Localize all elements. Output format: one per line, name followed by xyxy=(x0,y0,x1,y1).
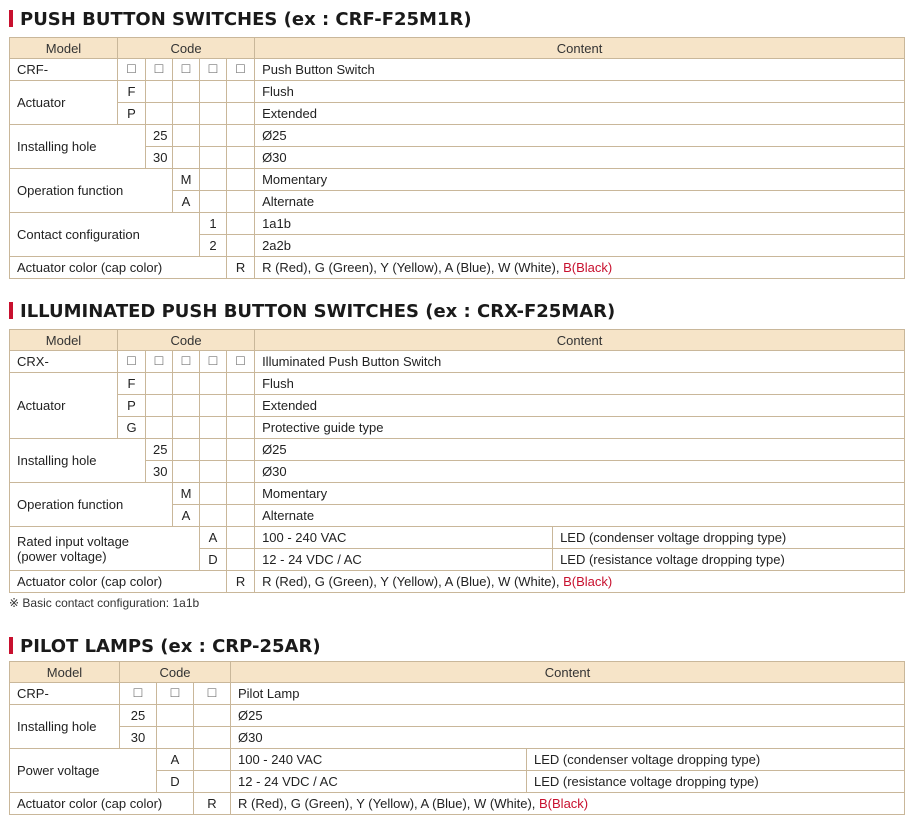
table-header-row xyxy=(10,38,905,59)
operation-function-content: Alternate xyxy=(255,505,905,527)
installing-hole-label: Installing hole xyxy=(10,705,120,749)
actuator-color-black-option: B(Black) xyxy=(539,796,589,811)
header-model: Model xyxy=(10,38,118,59)
illuminated-push-button-code-table xyxy=(9,329,905,593)
contact-configuration-code: 2 xyxy=(200,235,227,257)
table-row xyxy=(10,571,905,593)
section-title-push-button xyxy=(9,9,472,31)
code-placeholder-box: ☐ xyxy=(146,351,173,373)
rated-input-voltage-code: D xyxy=(200,549,227,571)
table-row xyxy=(10,749,905,771)
table-row xyxy=(10,169,905,191)
power-voltage-content: 100 - 240 VAC xyxy=(231,749,527,771)
table-row xyxy=(10,103,905,125)
table-row xyxy=(10,727,905,749)
header-code: Code xyxy=(118,330,255,351)
actuator-content: Extended xyxy=(255,395,905,417)
installing-hole-code: 30 xyxy=(146,147,173,169)
actuator-content: Protective guide type xyxy=(255,417,905,439)
table-row xyxy=(10,351,905,373)
table-row xyxy=(10,527,905,549)
section-title-illuminated xyxy=(9,301,615,323)
code-placeholder-box: ☐ xyxy=(146,59,173,81)
actuator-label: Actuator xyxy=(10,81,118,125)
actuator-color-options: R (Red), G (Green), Y (Yellow), A (Blue), W (White), xyxy=(238,796,540,811)
table-header-row xyxy=(10,330,905,351)
actuator-color-code: R xyxy=(227,257,255,279)
header-code: Code xyxy=(120,662,231,683)
actuator-code: F xyxy=(118,81,146,103)
code-placeholder-box: ☐ xyxy=(173,59,200,81)
installing-hole-code: 30 xyxy=(120,727,157,749)
code-placeholder-box: ☐ xyxy=(118,351,146,373)
header-content: Content xyxy=(231,662,905,683)
basic-contact-footnote: ※ Basic contact configuration: 1a1b xyxy=(9,596,200,610)
actuator-color-label: Actuator color (cap color) xyxy=(10,571,227,593)
installing-hole-code: 25 xyxy=(146,439,173,461)
actuator-code: P xyxy=(118,395,146,417)
actuator-color-code: R xyxy=(194,793,231,815)
actuator-content: Flush xyxy=(255,81,905,103)
contact-configuration-code: 1 xyxy=(200,213,227,235)
table-row xyxy=(10,705,905,727)
header-model: Model xyxy=(10,662,120,683)
operation-function-label: Operation function xyxy=(10,483,173,527)
code-placeholder-box: ☐ xyxy=(173,351,200,373)
header-model: Model xyxy=(10,330,118,351)
section-marker xyxy=(9,10,13,27)
operation-function-label: Operation function xyxy=(10,169,173,213)
table-row xyxy=(10,417,905,439)
power-voltage-label: Power voltage xyxy=(10,749,157,793)
contact-configuration-content: 1a1b xyxy=(255,213,905,235)
table-row xyxy=(10,373,905,395)
code-placeholder-box: ☐ xyxy=(227,59,255,81)
series-content: Push Button Switch xyxy=(255,59,905,81)
table-row xyxy=(10,125,905,147)
rated-input-voltage-content: 100 - 240 VAC xyxy=(255,527,553,549)
operation-function-code: M xyxy=(173,169,200,191)
series-content: Pilot Lamp xyxy=(231,683,905,705)
series-model: CRF- xyxy=(10,59,118,81)
series-model: CRP- xyxy=(10,683,120,705)
code-placeholder-box: ☐ xyxy=(194,683,231,705)
operation-function-content: Momentary xyxy=(255,483,905,505)
installing-hole-code: 25 xyxy=(146,125,173,147)
push-button-code-table xyxy=(9,37,905,279)
installing-hole-label: Installing hole xyxy=(10,439,146,483)
actuator-code: P xyxy=(118,103,146,125)
operation-function-code: A xyxy=(173,191,200,213)
contact-configuration-content: 2a2b xyxy=(255,235,905,257)
section-title-text: PUSH BUTTON SWITCHES (ex : CRF-F25M1R) xyxy=(20,9,472,30)
header-content: Content xyxy=(255,38,905,59)
series-content: Illuminated Push Button Switch xyxy=(255,351,905,373)
actuator-color-content xyxy=(231,793,905,815)
code-placeholder-box: ☐ xyxy=(120,683,157,705)
actuator-color-code: R xyxy=(227,571,255,593)
actuator-code: F xyxy=(118,373,146,395)
table-row xyxy=(10,213,905,235)
actuator-content: Flush xyxy=(255,373,905,395)
actuator-color-options: R (Red), G (Green), Y (Yellow), A (Blue), W (White), xyxy=(262,260,564,275)
pilot-lamp-code-table xyxy=(9,661,905,815)
led-type: LED (condenser voltage dropping type) xyxy=(527,749,905,771)
installing-hole-content: Ø30 xyxy=(255,461,905,483)
actuator-code: G xyxy=(118,417,146,439)
operation-function-code: M xyxy=(173,483,200,505)
actuator-label: Actuator xyxy=(10,373,118,439)
installing-hole-label: Installing hole xyxy=(10,125,146,169)
rated-input-voltage-label xyxy=(10,527,200,571)
section-title-text: ILLUMINATED PUSH BUTTON SWITCHES (ex : CRX-F25MAR) xyxy=(20,301,616,322)
table-header-row xyxy=(10,662,905,683)
actuator-color-black-option: B(Black) xyxy=(563,260,613,275)
table-row xyxy=(10,793,905,815)
operation-function-code: A xyxy=(173,505,200,527)
series-model: CRX- xyxy=(10,351,118,373)
led-type: LED (resistance voltage dropping type) xyxy=(527,771,905,793)
rated-input-voltage-code: A xyxy=(200,527,227,549)
rated-input-voltage-label-line1: Rated input voltage xyxy=(17,533,130,549)
code-placeholder-box: ☐ xyxy=(200,351,227,373)
power-voltage-code: D xyxy=(157,771,194,793)
installing-hole-content: Ø30 xyxy=(255,147,905,169)
rated-input-voltage-label-line2: (power voltage) xyxy=(17,548,107,564)
installing-hole-content: Ø30 xyxy=(231,727,905,749)
led-type: LED (condenser voltage dropping type) xyxy=(553,527,905,549)
rated-input-voltage-content: 12 - 24 VDC / AC xyxy=(255,549,553,571)
actuator-color-label: Actuator color (cap color) xyxy=(10,793,194,815)
table-row xyxy=(10,81,905,103)
installing-hole-content: Ø25 xyxy=(255,125,905,147)
header-content: Content xyxy=(255,330,905,351)
led-type: LED (resistance voltage dropping type) xyxy=(553,549,905,571)
code-placeholder-box: ☐ xyxy=(200,59,227,81)
installing-hole-content: Ø25 xyxy=(231,705,905,727)
section-title-text: PILOT LAMPS (ex : CRP-25AR) xyxy=(20,636,321,657)
table-row xyxy=(10,483,905,505)
operation-function-content: Alternate xyxy=(255,191,905,213)
actuator-color-content xyxy=(255,257,905,279)
actuator-color-options: R (Red), G (Green), Y (Yellow), A (Blue), W (White), xyxy=(262,574,564,589)
table-row xyxy=(10,257,905,279)
actuator-content: Extended xyxy=(255,103,905,125)
section-marker xyxy=(9,302,13,319)
actuator-color-content xyxy=(255,571,905,593)
contact-configuration-label: Contact configuration xyxy=(10,213,200,257)
installing-hole-code: 25 xyxy=(120,705,157,727)
code-placeholder-box: ☐ xyxy=(157,683,194,705)
actuator-color-black-option: B(Black) xyxy=(563,574,613,589)
table-row xyxy=(10,683,905,705)
actuator-color-label: Actuator color (cap color) xyxy=(10,257,227,279)
section-marker xyxy=(9,637,13,654)
table-row xyxy=(10,439,905,461)
code-placeholder-box: ☐ xyxy=(227,351,255,373)
power-voltage-content: 12 - 24 VDC / AC xyxy=(231,771,527,793)
installing-hole-content: Ø25 xyxy=(255,439,905,461)
table-row xyxy=(10,395,905,417)
section-title-pilot-lamps xyxy=(9,636,321,658)
header-code: Code xyxy=(118,38,255,59)
operation-function-content: Momentary xyxy=(255,169,905,191)
table-row xyxy=(10,59,905,81)
code-placeholder-box: ☐ xyxy=(118,59,146,81)
installing-hole-code: 30 xyxy=(146,461,173,483)
power-voltage-code: A xyxy=(157,749,194,771)
